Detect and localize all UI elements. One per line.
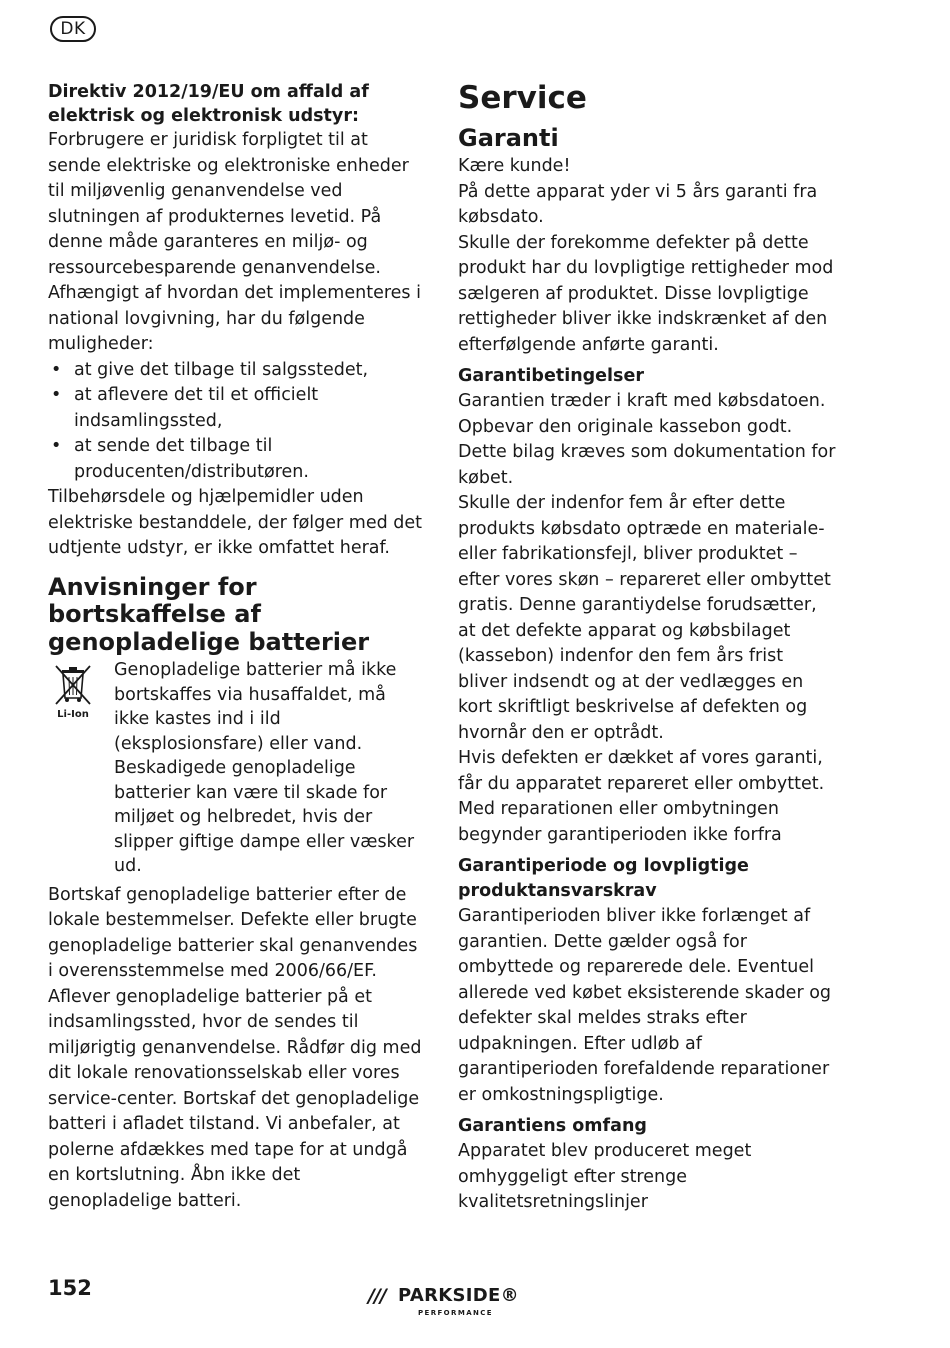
scope-heading: Garantiens omfang (458, 1116, 647, 1136)
bullet-icon: • (51, 436, 62, 456)
battery-heading: Anvisninger for bortskaffelse af genopladelige batterier (48, 572, 370, 656)
logo-tagline: PERFORMANCE (418, 1309, 493, 1317)
list-item-text: at sende det tilbage til producenten/distributøren. (74, 436, 309, 482)
conditions-paragraph-1: Garantien træder i kraft med købsdatoen. Opbevar den originale kassebon godt. Dette bilag kræves som dokumentation for købet. (458, 391, 836, 488)
period-paragraph: Garantiperioden bliver ikke forlænget af garantien. Dette gælder også for ombyttede og reparerede dele. Eventuel allerede ved købet eksisterende skader og defekter skal meldes straks efter udpakningen. Efter udløb af garantiperioden forefaldende reparationer er omkostningspligtige. (458, 906, 832, 1105)
greeting-text: Kære kunde! (458, 156, 571, 176)
directive-heading: Direktiv 2012/19/EU om affald af elektrisk og elektronisk udstyr: (48, 82, 369, 126)
crossed-bin-icon (48, 658, 106, 879)
options-list (48, 358, 423, 486)
logo-wordmark: PARKSIDE® (398, 1285, 519, 1306)
battery-warning-text: Genopladelige batterier må ikke bortskaffes via husaffaldet, må ikke kastes ind i ild (eksplosionsfare) eller vand. Beskadigede genopladelige batterier kan være til skade for miljøet og helbredet, hvis der slipper giftige dampe eller væsker ud. (114, 660, 415, 876)
garanti-heading: Garanti (458, 124, 559, 152)
accessories-paragraph: Tilbehørsdele og hjælpemidler uden elektriske bestanddele, der følger med det udtjente udstyr, er ikke omfattet heraf. (48, 487, 423, 558)
list-item (48, 383, 423, 434)
list-item (48, 434, 423, 485)
logo-slashes: /// (368, 1285, 386, 1307)
conditions-heading: Garantibetingelser (458, 366, 644, 386)
list-item-text: at aflevere det til et officielt indsamlingssted, (74, 385, 319, 431)
conditions-paragraph-3: Hvis defekten er dækket af vores garanti, får du apparatet repareret eller ombyttet. Med reparationen eller ombytningen begynder garantiperioden ikke forfra (458, 748, 825, 845)
statutory-rights-text: Skulle der forekomme defekter på dette produkt har du lovpligtige rettigheder mod sælgeren af produktet. Disse lovpligtige rettigheder bliver ikke indskrænket af den efterfølgende anførte garanti. (458, 232, 834, 355)
li-ion-label: Li-Ion (57, 709, 89, 720)
warranty-intro: På dette apparat yder vi 5 års garanti fra købsdato. (458, 181, 818, 227)
language-badge: DK (50, 16, 96, 42)
list-item-text: at give det tilbage til salgsstedet, (74, 359, 369, 380)
conditions-paragraph-2: Skulle der indenfor fem år efter dette produkts købsdato optræde en materiale- eller fabrikationsfejl, bliver produktet – efter vores skøn – repareret eller ombyttet gratis. Denne garantiydelse forudsætter, at det defekte apparat og købsbilaget (kassebon) indenfor den fem års frist bliver indsendt og at der vedlægges en kort skriftligt beskrivelse af defekten og hvornår den er optrådt. (458, 493, 831, 743)
battery-notice (48, 658, 423, 879)
directive-paragraph: Forbrugere er juridisk forpligtet til at sende elektriske og elektroniske enheder til miljøvenlig genanvendelse ved slutningen af produkternes levetid. På denne måde garanteres en miljø- og ressourcebesparende genanvendelse. (48, 130, 409, 278)
page-number: 152 (48, 1276, 92, 1300)
service-title: Service (458, 80, 587, 116)
bullet-icon: • (51, 359, 62, 380)
options-intro: Afhængigt af hvordan det implementeres i national lovgivning, har du følgende muligheder: (48, 283, 421, 354)
battery-disposal-paragraph: Bortskaf genopladelige batterier efter de lokale bestemmelser. Defekte eller brugte genopladelige batterier skal genanvendes i overensstemmelse med 2006/66/EF. Aflever genopladelige batterier på et indsamlingssted, hvor de sendes til miljørigtig genanvendelse. Rådfør dig med dit lokale renovationsselskab eller vores service-center. Bortskaf det genopladelige batteri i afladet tilstand. Vi anbefaler, at polerne afdækkes med tape for at undgå en kortslutning. Åbn ikke det genopladelige batteri. (48, 884, 422, 1211)
right-column (458, 80, 836, 1216)
left-column (48, 80, 423, 1214)
scope-paragraph: Apparatet blev produceret meget omhyggeligt efter strenge kvalitetsretningslinjer (458, 1141, 752, 1212)
brand-logo (368, 1285, 528, 1325)
bullet-icon: • (51, 385, 62, 405)
list-item (48, 358, 423, 384)
period-heading: Garantiperiode og lovpligtige produktansvarskrav (458, 856, 749, 901)
